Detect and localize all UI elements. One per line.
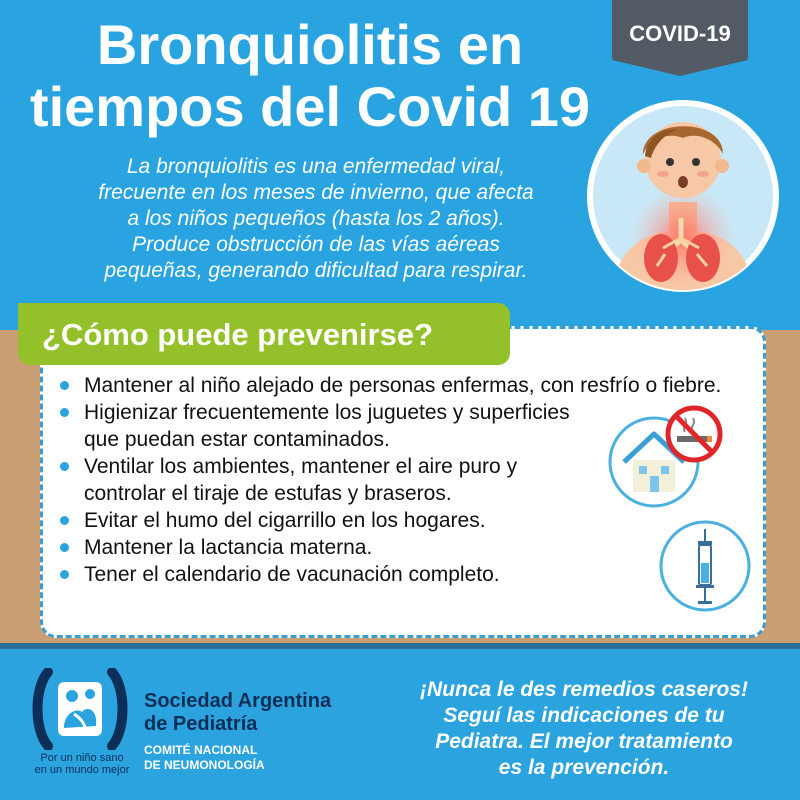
advice-text — [384, 677, 784, 781]
list-item-text: Mantener al niño alejado de personas enfermas, con resfrío o fiebre. — [84, 374, 722, 397]
committee-line-1: COMITÉ NACIONAL — [144, 743, 258, 757]
list-item-text: Mantener la lactancia materna. — [84, 536, 373, 559]
syringe-icon — [658, 519, 752, 613]
prevention-heading: ¿Cómo puede prevenirse? — [42, 317, 434, 352]
no-smoking-house-icon — [607, 402, 725, 510]
organization-committee — [144, 743, 384, 773]
list-item — [58, 561, 748, 588]
advice-line-3: Pediatra. El mejor tratamiento — [435, 730, 733, 753]
org-name-line-2: de Pediatría — [144, 713, 258, 735]
organization-name — [144, 690, 384, 736]
intro-line-3: a los niños pequeños (hasta los 2 años). — [127, 207, 505, 230]
intro-line-5: pequeñas, generando dificultad para respirar. — [104, 259, 528, 282]
advice-line-1: ¡Nunca le des remedios caseros! — [420, 678, 748, 701]
intro-text — [36, 154, 596, 284]
covid-tag-label: COVID-19 — [629, 21, 731, 46]
slogan-line-2: en un mundo mejor — [34, 764, 130, 776]
logo-slogan — [20, 752, 144, 776]
sap-logo-icon — [30, 668, 130, 750]
list-item-text: Tener el calendario de vacunación completo. — [84, 563, 500, 586]
intro-line-2: frecuente en los meses de invierno, que afecta — [98, 181, 534, 204]
title-line-2: tiempos del Covid 19 — [29, 75, 591, 138]
advice-line-2: Seguí las indicaciones de tu — [443, 704, 725, 727]
org-name-line-1: Sociedad Argentina — [144, 690, 332, 712]
intro-line-1: La bronquiolitis es una enfermedad viral, — [126, 155, 506, 178]
page-title — [20, 14, 600, 138]
committee-line-2: DE NEUMONOLOGÍA — [144, 758, 265, 772]
list-item — [58, 507, 748, 534]
list-item-text: Evitar el humo del cigarrillo en los hogares. — [84, 509, 486, 532]
list-item-text: Higienizar frecuentemente los juguetes y superficies que puedan estar contaminados. — [84, 401, 570, 451]
advice-line-4: es la prevención. — [498, 756, 670, 779]
list-item — [58, 372, 748, 399]
intro-line-4: Produce obstrucción de las vías aéreas — [132, 233, 500, 256]
child-lungs-illustration — [585, 98, 781, 294]
list-item-text: Ventilar los ambientes, mantener el aire puro y controlar el tiraje de estufas y braseros. — [84, 455, 518, 505]
covid-tag — [612, 0, 748, 76]
title-line-1: Bronquiolitis en — [96, 13, 524, 76]
list-item — [58, 534, 748, 561]
slogan-line-1: Por un niño sano — [40, 752, 124, 764]
